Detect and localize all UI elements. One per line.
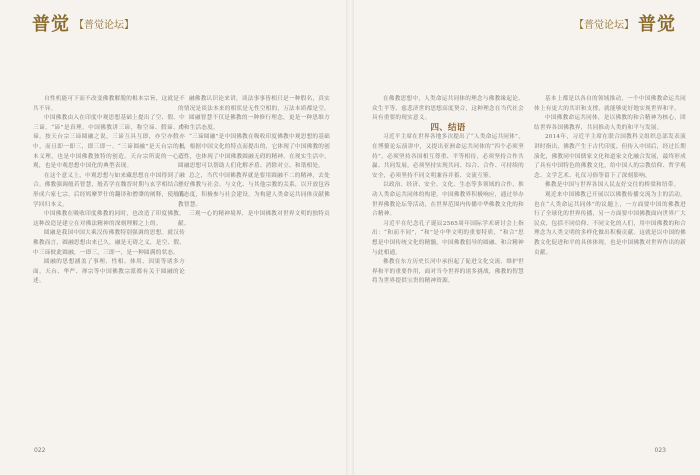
paragraph: 中国佛教命运共同体，是以佛教的和合精神为核心，团结世界各国佛教界，共同推动人类的和平与发展。 (534, 115, 686, 131)
page-number-right: 023 (654, 447, 666, 454)
page-gutter (346, 0, 354, 475)
paragraph: 圆融是我国中国大乘汉传佛教特别强调的思想。就汉传佛教而言，圆融思想由来已久，融是无碍之义，是空、假、中三谛彼此圆融，一即三，三即一，是一种圆满的状态。 (33, 230, 185, 256)
logo: 普觉 (638, 14, 676, 35)
paragraph: 2014年，习近平主席在联合国教科文组织总部发表演讲时指出，佛教产生于古代印度，但传入中国后，经过长期演化，佛教同中国儒家文化和道家文化融合发展，最终形成了具有中国特色的佛教文化，给中国人的宗教信仰、哲学观念、文学艺术、礼仪习俗等留下了深刻影响。 (534, 134, 686, 179)
page-number-left: 022 (34, 447, 46, 454)
paragraph: 习近平在纪念孔子诞辰2565周年国际学术研讨会上指出：“和而不同”，“和”是中华文明的重要特质，“和合”思想是中国传统文化的精髓。中国佛教倡导的圆融、和合精神与此相通。 (372, 220, 524, 256)
paragraph: 圆融的思想涵盖了事理、性相、体用、因果等诸多方面，天台、华严、禅宗等中国佛教宗派都有关于圆融的论述。 (33, 259, 185, 285)
paragraph: 圆融智慧不仅是佛教的一种修行理念，更是一种思维方式和生活态度。 (178, 115, 330, 131)
paragraph: 融佛教认识论来讲，谈法事事皆相只是一种假名，真实的情况是谈法本来的相状是无性空相的，万法本质都是空。 (178, 96, 330, 112)
paragraph: 自性机能可下而不改变佛教解脱的根本宗旨，这就是不共不异。 (33, 96, 185, 112)
column-name: 【普觉论坛】 (574, 19, 634, 31)
paragraph: 总之，当代中国佛教界就是要用圆融不二的精神，去处理好佛教与社会、与文化、与其他宗教的关系，以开放包容的态度，积极参与社会建设，为构建人类命运共同体贡献佛教智慧。 (178, 172, 330, 208)
paragraph: 中国佛教在吸收印度佛教的同时，也改造了印度佛教，这种改造是建立在对佛法精神的深刻理解之上的。 (33, 211, 185, 227)
left-page-header (32, 10, 138, 36)
logo: 普觉 (32, 14, 70, 35)
paragraph: 基本上都是以各自的领域推动，一个中国佛教命运共同体上有更大的共识和支撑，就能够更好地实现世界和平。 (534, 96, 686, 112)
right-page-header (570, 10, 676, 36)
paragraph: 三观一心的精神境界，是中国佛教对世界文明的独特贡献。 (178, 211, 330, 227)
text-column-3 (372, 95, 524, 430)
paragraph: 在这个意义上，中观思想与如来藏思想在中国得到了融合。佛教强调般若智慧，般若学在魏晋时期与玄学相结合，形成六家七宗，后经鸠摩罗什的翻译和僧肇的阐释，使般若学回归本义。 (33, 172, 185, 208)
paragraph: 以政治、经济、安全、文化、生态等多领域的合作，推动人类命运共同体的构建。中国佛教界积极响应，通过举办世界佛教论坛等活动，在世界范围内传播中华佛教文化的和合精神。 (372, 182, 524, 218)
paragraph: 观近来中国佛教已开展以以佛教传播交流为主的活动，也在“人类命运共同体”的议题上，一方面要中国的佛教进行了全球化的世界传播，另一方面要中国佛教面向世界广大民众，包括不同信仰、不同文化的人们，用中国佛教的和合理念为人类文明的多样化做出积极贡献。这就是以中国的佛教文化促进和平的具体体现，也是中国佛教对世界作出的新贡献。 (534, 191, 686, 256)
paragraph: 中国佛教由入在印度中观思想基础上提出了空、假、中三谛，“谛”是真理。中国佛教讲三谛，称空谛、假谛、中谛。按天台宗三谛圆融之说，三谛互具互即，亦空亦假亦中，而且即一即三，即三即一。“三谛圆融”是天台宗的根本义理，也是中国佛教独特的创造。天台宗所说的一心三观，也是中观思想中国化的典型表现。 (33, 115, 185, 170)
column-name: 【普觉论坛】 (74, 19, 134, 31)
paragraph: 习近平主席在世界各地多次提出了“人类命运共同体”，在博鳌论坛演讲中，又提出亚洲命运共同体的“四个必须坚持”，必须坚持各国相互尊重、平等相待，必须坚持合作共赢、共同发展，必须坚持实现共同、综合、合作、可持续的安全，必须坚持不同文明兼容并蓄、交流互鉴。 (372, 134, 524, 179)
text-column-1 (33, 95, 185, 430)
section-heading: 四、结语 (430, 122, 466, 133)
text-column-2 (178, 95, 330, 430)
paragraph: “三谛圆融”是中国佛教在吸收印度佛教中观思想的基础上，根据中国文化的特点而提出的，它体现了中国佛教的创造性，也体现了中国佛教圆融无碍的精神。在现实生活中，圆融思想可以帮助人们化解矛盾、消除对立、和谐相处。 (178, 134, 330, 170)
text-column-4 (534, 95, 686, 430)
paragraph: 佛教是中国与世界各国人民友好交往的桥梁和纽带。 (545, 182, 680, 189)
paragraph: 在佛教思想中，人类命运共同体的理念与佛教缘起论、众生平等、慈悲济世的思想高度契合，这种理念在当代社会具有重要的现实意义。 (372, 96, 524, 122)
paragraph: 佛教在东方历史长河中承担起了促进文化交流、维护世界和平的重要作用，面对当今世界的诸多挑战，佛教的智慧将为世界提供宝贵的精神资源。 (372, 259, 524, 285)
